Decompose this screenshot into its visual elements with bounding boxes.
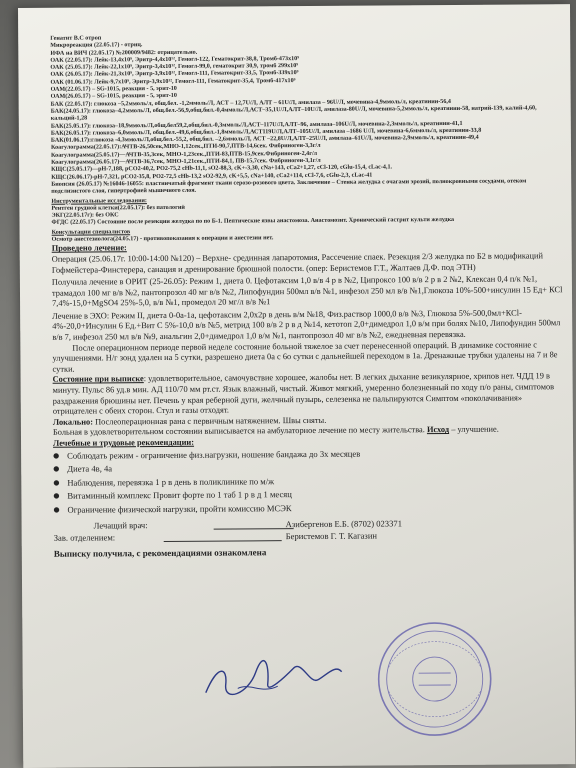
lab-result-line: БАК (22.05.17): глюкоза –5,2ммоль/л, общ.бел. -1,2ммоль/Л, АСТ – 12,7U/Л, АЛТ – 61U/Л, амилаза – 96U/Л, мочевина-4,9ммоль/л, креатинин-56,4: [50, 98, 451, 108]
recommendation-item: ● Диета 4в, 4а: [53, 459, 565, 476]
bullet-icon: ●: [53, 491, 60, 500]
bullet-icon: ●: [53, 451, 60, 460]
treatment-section: [52, 241, 565, 450]
lab-result-line: ОАМ(22.05.17) – SG-1015, реакция - 5, эрит-10: [50, 85, 177, 93]
handwritten-signature: [198, 654, 348, 705]
recommendations-list: [53, 446, 565, 517]
lab-result-line: Коагулограмма(22.05.17):АЧТВ-26,50сек,МНО-1,12сек.,ПТИ-90,7,ПТВ-14,6сек. Фибриноген-3,3г/л: [50, 143, 321, 152]
recommendation-item: ● Витаминный комплекс Провит форте по 1 таб 1 р в д 1 месяц: [53, 486, 565, 503]
document-body: [50, 32, 566, 558]
attending-doctor-name: Азибергенов Е.Б. (8702) 023371: [285, 518, 403, 530]
lab-result-line: БАК(26.05.17): глюкоза–6,0ммоль/Л, общ.бел.-49,6,общ.бил.-1,8ммоль/Л,АСТ119U/Л,АЛТ–105U/Л, амилаза –1686 U/Л, мочевина-6,6ммоль/л, креатинин-33,8: [50, 127, 482, 137]
department-head-name: Беристемов Г. Т. Кагазин: [285, 530, 378, 542]
recommendation-item: ● Ограничение физической нагрузки, пройти комиссию МСЭК: [53, 500, 565, 517]
lab-result-line: ИФА на ВИЧ (22.05.17) №200009/9482: отрицательно.: [50, 49, 198, 57]
patient-name: Генатит В.С отроп: [50, 35, 102, 42]
lab-result-line: БАК(24.05.17): глюкоза–4,2ммоль/Л, общ.бел.-56,9,общ.бил.-0,4ммоль/Л,АСТ–35,1U/Л,АЛТ–10U/Л, амилаза-80U/Л, мочевина-5,2ммоль/л, креатинин-58, натрий-139, калий-4,60, кальций-1,28: [50, 105, 537, 123]
official-stamp: [374, 619, 495, 740]
lab-result-line: КЩС(25.05.17)—pH-7,188, pCO2-40,2, PO2-75,2 cHb-11,1, sO2-88,3, cK+-3,30, cNa+143, cCa2+1,27, cCl-120, cGlu-15,4, cLac-4,1.: [51, 164, 393, 174]
signature-line: [164, 540, 282, 542]
discharge-status: [53, 372, 565, 418]
lab-heading: Микрореакция (22.05.17) - отриц.: [50, 42, 143, 50]
instrumental-item: ЭКГ(22.05.17г): без ОКС: [51, 212, 119, 219]
lab-results: [50, 47, 563, 197]
discharge-status-label: Состояние при выписке: [52, 374, 144, 385]
bullet-icon: ●: [53, 505, 60, 514]
consultations-title: Консультации специалистов: [51, 228, 131, 236]
lab-result-line: ОАК (25.05.17): Лейк-22,1х10⁹, Эритр-3,4х10¹², Гемогл-99,0, гематокрит 30,9, тромб 299х10⁹: [50, 63, 299, 71]
signature-line: [214, 528, 294, 530]
lab-result-line: КЩС(26.06.17)-pH-7,321, pCO2-35,8, PO2-72,5 cHb-13,2 sO2-92,9, cK+5,5, cNa+140, cCa2+114, cCl-7,6, cGlu-2,3, cLac-41: [51, 172, 373, 181]
lab-result-line: Биопсия (26.05.17) №16046-16055: пластинчатый фрагмент ткани серозо-розового цвета. Заключение – Стенка желудка с очагами эрозий, полнокровными сосудами, отеком подслизистого слоя, гипертрофией мышечного слоя.: [51, 178, 527, 196]
lab-result-line: Коагулограмма(25.05.17)—АЧТВ-35,3сек, МНО-1,23сек.,ПТИ-83,ПТВ-15,9сек.Фибриноген-2,4г/л: [51, 150, 318, 159]
signatures-block: [54, 517, 566, 545]
local-status-label: Локально:: [52, 417, 94, 427]
bullet-icon: ●: [53, 464, 60, 473]
icu-treatment-text: Получила лечение в ОРИТ (25-26.05): Режим 1, диета 0. Цефотаксим 1,0 в/в 4 р в №2, Ципроксо 100 в/в 2 р в 2 №2, Клексан 0,4 п/к №1, трамадол 100 мг в/в №2, пантопрозол 40 мг в/в №2, Липофундин 500мл в/в №1, инфезол 250 мл в/в №1,Глюкоза 10%-500+инсулин 15 Ед+ КСl 7,4%-15,0+MgSO4 25%-5,0, в/в №1, промедол 20 мг/л в/в №1: [51, 274, 563, 309]
recommendation-item: ● Соблюдать режим - ограничение физ.нагрузки, ношение бандажа до 3х месяцев: [53, 446, 565, 463]
outcome-value: – улучшение.: [449, 425, 499, 435]
discharge-summary-sheet: [18, 4, 575, 768]
discharge-status-text: : удовлетворительное, самочувствие хорошее, жалобы нет. В легких дыхание везикулярное, хрипов нет. ЧДД 19 в минуту. Пульс 86 уд.в мин. АД 110/70 мм рт.ст. Язык влажный, чистый. Живот мягкий, умеренно болезненный по ходу п/о раны, симптомов раздражения брюшины нет. Печень у края реберной дуги, желчный пузырь, селезенка не пальпируются Симптом «поколачивания» отрицателен с обеих сторон. Стул и газы отходят.: [52, 371, 555, 416]
bullet-icon: ●: [53, 478, 60, 487]
consultation-item: Осмотр анестезиолога(24.05.17) - противопоказания к операции и анестезии нет.: [51, 235, 274, 243]
department-head-row: [54, 529, 566, 545]
operation-text: Операция (25.06.17г. 10:00-14:00 №120) – Верхне- срединная лапаротомия, Рассечение спаек. Резекция 2/3 желудка по Б2 в модификаций Гофмейстера-Финстерера, санация и дренирование брюшной полости. (опер: Беристемов Г.Т., Жалтаев Д.Ф. под ЭТН): [51, 251, 543, 275]
lab-result-line: ОАК (26.05.17): Лейк-21,3х10⁹, Эритр-3,9х10¹², Гемогл-111, Гематокрит-33,5, Тромб-339х10⁹: [50, 70, 299, 79]
lab-result-line: БАК(25.05.17): глюкоза–18,9ммоль/Л,общ.бел59,2,общ.бил.-0,3ммоль/Л,АСТ–117U/Л,АЛТ–96, амилаза–106U/Л, мочевина-2,3ммоль/л, креатинин-41,1: [50, 120, 463, 130]
instrumental-title: Инструментальные исследования:: [51, 197, 147, 205]
outcome-label: Исход: [426, 425, 450, 435]
instrumental-item: Рентген грудной клетки(22.05.17): без патологий: [51, 204, 185, 212]
lab-result-line: ОАК (22.05.17): Лейк-13,4х10⁹, Эритр-4,4х10¹², Гемогл-122, Гематокрит-38,8, Тромб-473х10⁹: [50, 55, 300, 64]
lab-result-line: Коагулограмма(26.05.17)—АЧТВ-36,7сек, МНО-1,21сек.,ПТИ-84,1, ПВ-15,7сек. Фибриноген-3,1г/л: [51, 157, 321, 166]
patient-acknowledgement: Выписку получила, с рекомендациями ознакомлена: [53, 547, 267, 559]
outcome-text: Больная в удовлетворительном состоянии выписывается на амбулаторное лечение по месту жительства.: [52, 425, 425, 438]
department-head-label: Зав. отделением:: [53, 532, 116, 543]
postop-course-text: После операционном периоде первой неделе состояние больной тяжелое за счет перенесенной операций. В динамике состояние с улучшениями. Н/г зонд удален на 5 сутки, разрешено диета 0а с 6о сутки с дальнейшей переходом в 1а. Дренажные трубки удалены на 7 и 8е сутки.: [52, 340, 558, 374]
lab-result-line: ОАК (01.06.17): Лейк-9,7х10⁹, Эритр-3,9х10¹², Гемогл-111, Гематокрит-35,4, Тромб-417х10⁹: [50, 77, 296, 86]
local-status-text: Послеоперационная рана с первичным натяжением. Швы сняты.: [92, 415, 327, 427]
attending-doctor-label: Лечащий врач:: [93, 520, 148, 531]
ward-treatment-text: Лечение в ЭХО: Режим II, диета 0-0а-1а, цефотаксим 2,0х2р в день в/м №18, Физ.раствор 1000,0 в/в №3, Глюкоза 5%-500,0мл+КСl-4%-20,0+Инсулин 6 Ед.+Вит С 5%-10,0 в/в №5, метрид 100 в/в 2 р в д №14, кетотоп 2,0+димедрол 1,0 в/м при болях №10, Липофундин 500мл в/в 7, инфезол 250 мл в/в №9, анальгин 2,0+димедрол 1,0 в/м №1, пантопрозол 40 мг в/в №2, ежедневная перевязка.: [52, 308, 561, 342]
recommendation-item: ● Наблюдения, перевязка 1 р в день в поликлинике по м/ж: [53, 473, 565, 490]
instrumental-item: ФГДС (22.05.17) Состояние после резекции желудка по по Б-1. Пептические язвы анастомоза. Анастомозит. Хронический гастрит культи желудка: [51, 217, 455, 227]
lab-result-line: ОАМ(26.05.17) – SG-1015, реакция - 5, эрит-10: [50, 93, 177, 101]
lab-result-line: БАК(01.06.17):глюкоза -4,3ммоль/Л,общ.бел.-55,2, общ.бил. –2,6ммоль/Л, АСТ –22,8U/Л,АЛТ–25U/Л, амилаза–61U/Л, мочевина-2,9ммоль/л, креатинин-49,4: [50, 134, 479, 144]
recommendations-title: Лечебные и трудовые рекомендации:: [53, 437, 195, 448]
treatment-title: Проведено лечение:: [51, 243, 127, 254]
